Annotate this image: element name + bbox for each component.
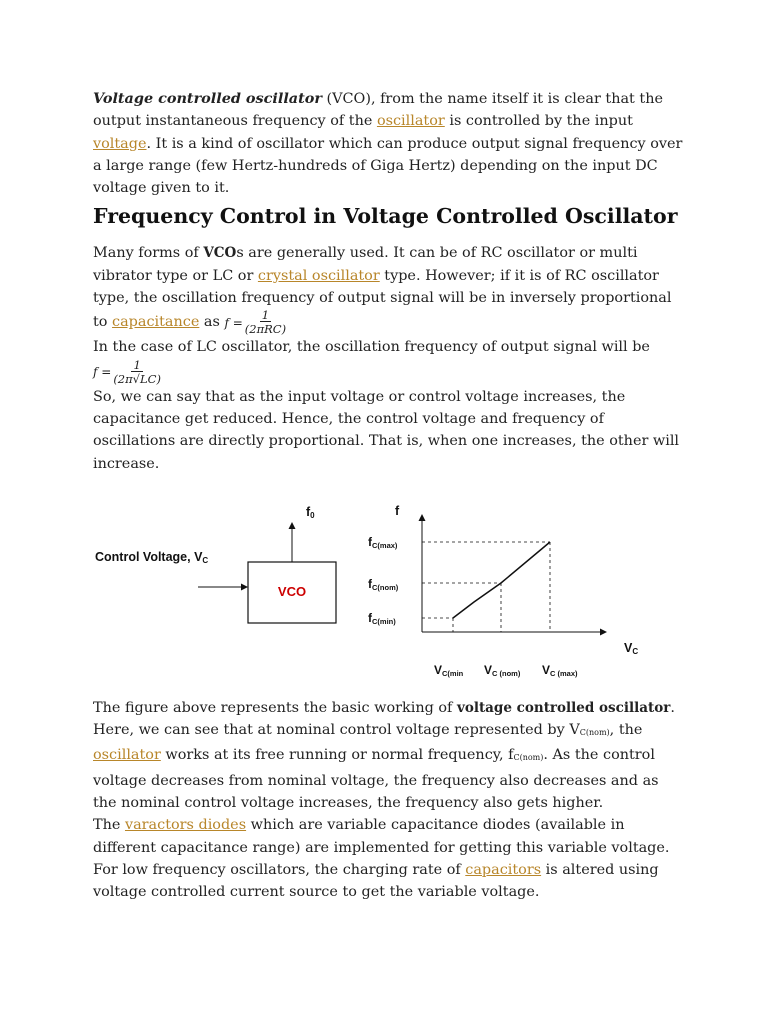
frequency-curve <box>453 542 550 618</box>
varactors-diodes-link[interactable]: varactors diodes <box>124 817 247 834</box>
vc-max-label: VC (max) <box>542 663 578 678</box>
intro-lead: Voltage controlled oscillator <box>93 90 322 107</box>
vco-bold-term: voltage controlled oscillator <box>456 699 671 716</box>
article <box>93 88 683 904</box>
x-axis-label: VC <box>624 641 639 656</box>
x-axis-arrow <box>600 629 607 636</box>
section-heading: Frequency Control in Voltage Controlled Oscillator <box>93 204 678 229</box>
vc-nom-label: VC (nom) <box>484 663 521 678</box>
intro-paragraph: Voltage controlled oscillator (VCO), from the name itself it is clear that the output instantaneous frequency of the oscillator is controlled by the input voltage. It is a kind of oscillator which can produce output signal frequency over a large range (few Hertz-hundreds of Giga Hertz) depending on the input DC voltage given to it. <box>93 90 683 197</box>
lc-paragraph: In the case of LC oscillator, the oscillation frequency of output signal will be f = $\frac{1}{(2\pi√LC)}$ <box>93 339 650 386</box>
vco-bold: VCO <box>203 245 237 262</box>
figure-explanation-paragraph: The figure above represents the basic working of voltage controlled oscillator. Here, we can see that at nominal control voltage represented by $V_{C(nom)}$, the oscillator works at its free running or normal frequency, $f_{C(nom)}$. As the control voltage decreases from nominal voltage, the frequency also decreases and as the nominal control voltage increases, the frequency also gets higher. <box>93 699 675 812</box>
vco-diagram <box>93 498 683 708</box>
capacitance-link[interactable]: capacitance <box>112 314 200 331</box>
rc-formula: f = $\frac{1}{\text{(2πRC)}}$ <box>224 308 287 337</box>
voltage-link[interactable]: voltage <box>93 135 147 152</box>
control-voltage-label: Control Voltage, VC <box>95 550 209 565</box>
output-f0-label: f0 <box>306 505 315 520</box>
vco-forms-paragraph: Many forms of VCOs are generally used. It can be of RC oscillator or multi vibrator type or LC or crystal oscillator type. However; if it is of RC oscillator type, the oscillation frequency of output signal will be in inversely proportional to capacitance as f = $\frac{1}{\text{(2πRC)}}$ <box>93 245 672 337</box>
output-arrow-head <box>289 522 296 529</box>
oscillator-link-2[interactable]: oscillator <box>93 747 161 764</box>
input-arrow-head <box>241 584 248 591</box>
fc-nom-label: fC(nom) <box>368 577 399 592</box>
proportional-paragraph: So, we can say that as the input voltage or control voltage increases, the capacitance get reduced. Hence, the control voltage and frequency of oscillations are directly proportional. That is, when one increases, the other will increase. <box>93 388 680 472</box>
vco-block-label: VCO <box>277 584 307 599</box>
fc-min-label: fC(min) <box>368 611 396 626</box>
vc-min-label: VC(min <box>434 663 464 678</box>
fc-max-label: fC(max) <box>368 535 398 550</box>
oscillator-link[interactable]: oscillator <box>376 113 445 130</box>
y-axis-arrow <box>419 514 426 521</box>
capacitors-link[interactable]: capacitors <box>465 861 542 878</box>
lc-formula: f = $\frac{1}{(2\pi√LC)}$ <box>93 357 161 386</box>
y-axis-label: f <box>395 504 400 518</box>
varactor-paragraph: The varactors diodes which are variable capacitance diodes (available in different capacitance range) are implemented for getting this variable voltage. For low frequency oscillators, the charging rate of capacitors is altered using voltage controlled current source to get the variable voltage. <box>93 817 670 901</box>
crystal-oscillator-link[interactable]: crystal oscillator <box>257 267 380 284</box>
